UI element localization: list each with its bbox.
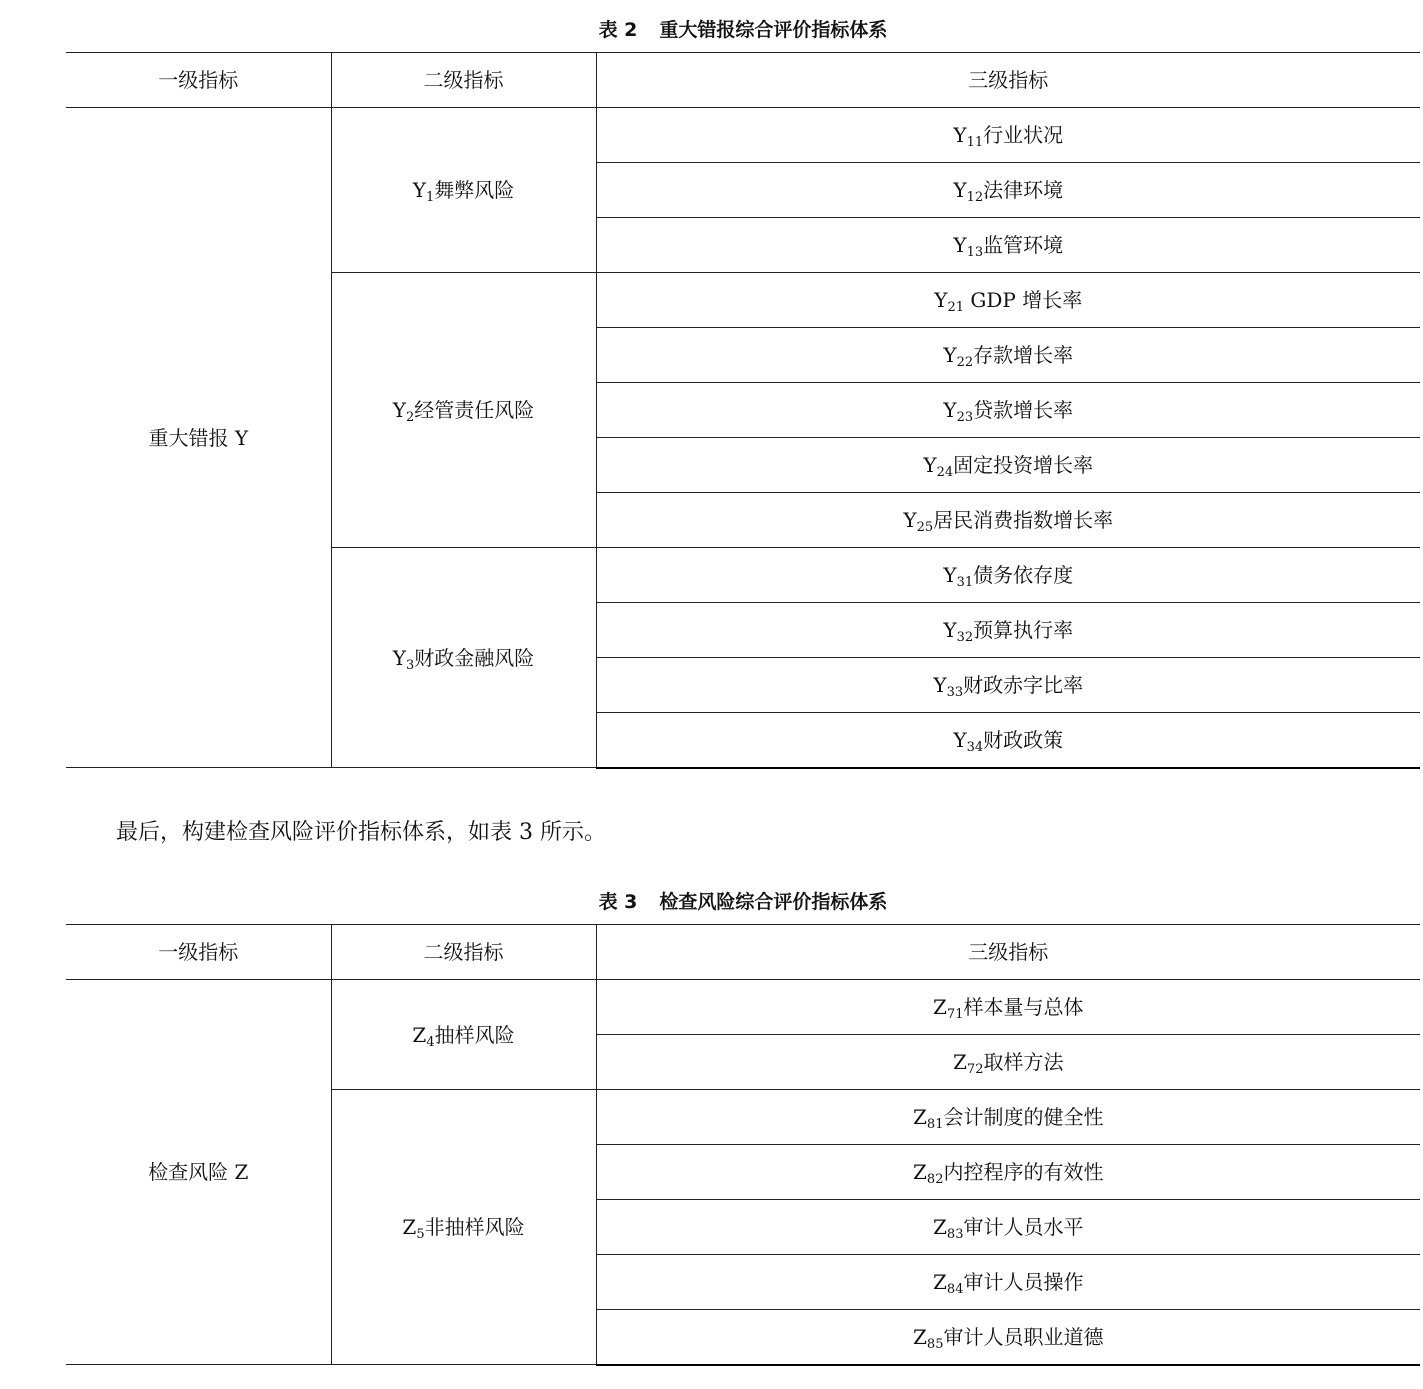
indicator-code: Z — [953, 1050, 967, 1074]
level2-indicator — [331, 273, 596, 548]
indicator-name: 取样方法 — [983, 1050, 1064, 1074]
level3-indicator — [596, 1200, 1420, 1255]
indicator-name: 存款增长率 — [973, 343, 1074, 367]
indicator-code: Y — [953, 178, 967, 202]
indicator-name: 财政赤字比率 — [963, 673, 1084, 697]
indicator-code: Z — [933, 1215, 947, 1239]
indicator-name: 审计人员操作 — [963, 1270, 1084, 1294]
indicator-name: 监管环境 — [983, 233, 1064, 257]
indicator-subscript: 72 — [966, 1062, 984, 1077]
header-row — [66, 925, 1420, 980]
table2-caption-number: 表 2 — [598, 19, 638, 41]
indicator-code: Y — [934, 288, 948, 312]
column-header: 三级指标 — [596, 53, 1420, 108]
column-header: 二级指标 — [331, 53, 596, 108]
indicator-subscript: 22 — [956, 355, 974, 370]
indicator-name: 审计人员水平 — [963, 1215, 1084, 1239]
indicator-code: Y — [943, 563, 957, 587]
indicator-subscript: 12 — [966, 190, 984, 205]
indicator-name: 样本量与总体 — [963, 995, 1084, 1019]
level3-indicator — [596, 1035, 1420, 1090]
level3-indicator — [596, 383, 1420, 438]
level2-indicator — [331, 980, 596, 1090]
indicator-subscript: 71 — [946, 1007, 964, 1022]
table2 — [66, 52, 1420, 769]
level3-indicator — [596, 493, 1420, 548]
column-header: 一级指标 — [66, 53, 331, 108]
indicator-code: Y — [943, 398, 957, 422]
level3-indicator — [596, 658, 1420, 713]
indicator-subscript: 2 — [405, 410, 415, 425]
indicator-subscript: 4 — [426, 1034, 435, 1050]
indicator-code: Z — [913, 1160, 927, 1184]
level2-indicator — [331, 108, 596, 273]
indicator-subscript: 34 — [966, 739, 984, 755]
level3-indicator — [596, 603, 1420, 658]
table-row — [66, 980, 1420, 1035]
level3-indicator — [596, 1255, 1420, 1310]
indicator-subscript: 33 — [946, 685, 964, 700]
indicator-code: Z — [913, 1105, 927, 1129]
indicator-code: Y — [943, 343, 957, 367]
indicator-code: Y — [953, 727, 967, 752]
level3-indicator — [596, 108, 1420, 163]
indicator-code: Z — [913, 1324, 927, 1349]
indicator-name: 债务依存度 — [973, 563, 1074, 587]
indicator-code: Y — [953, 123, 967, 147]
table3-caption-number: 表 3 — [598, 891, 638, 913]
indicator-code: Y — [953, 233, 967, 257]
indicator-code: Z — [933, 1270, 947, 1294]
indicator-name: GDP 增长率 — [964, 288, 1083, 312]
level3-indicator — [596, 328, 1420, 383]
indicator-code: Z — [412, 1022, 427, 1047]
level3-indicator — [596, 1090, 1420, 1145]
table3-caption — [66, 890, 1420, 914]
indicator-name: 经管责任风险 — [414, 398, 535, 422]
indicator-name: 审计人员职业道德 — [943, 1324, 1104, 1349]
indicator-code: Y — [923, 453, 937, 477]
level3-indicator — [596, 1145, 1420, 1200]
level2-indicator — [331, 1090, 596, 1365]
indicator-name: 居民消费指数增长率 — [933, 508, 1114, 532]
indicator-subscript: 83 — [946, 1227, 964, 1242]
indicator-name: 抽样风险 — [434, 1022, 515, 1047]
level1-indicator: 检查风险 Z — [66, 980, 331, 1365]
indicator-name: 固定投资增长率 — [953, 453, 1094, 477]
header-row — [66, 53, 1420, 108]
column-header: 二级指标 — [331, 925, 596, 980]
indicator-name: 非抽样风险 — [424, 1215, 525, 1239]
level3-indicator — [596, 273, 1420, 328]
indicator-name: 预算执行率 — [973, 618, 1074, 642]
indicator-code: Y — [943, 618, 957, 642]
indicator-subscript: 25 — [916, 520, 934, 535]
table3 — [66, 924, 1420, 1366]
indicator-subscript: 3 — [405, 657, 415, 673]
table2-caption — [66, 18, 1420, 42]
indicator-subscript: 5 — [416, 1227, 425, 1242]
level1-indicator: 重大错报 Y — [66, 108, 331, 768]
column-header: 一级指标 — [66, 925, 331, 980]
indicator-subscript: 13 — [966, 245, 984, 260]
table-row — [66, 108, 1420, 163]
indicator-name: 贷款增长率 — [973, 398, 1074, 422]
indicator-name: 行业状况 — [983, 123, 1064, 147]
indicator-name: 舞弊风险 — [434, 178, 515, 202]
indicator-code: Y — [412, 178, 426, 202]
table3-caption-title: 检查风险综合评价指标体系 — [659, 891, 888, 913]
indicator-subscript: 81 — [926, 1117, 944, 1132]
level3-indicator — [596, 163, 1420, 218]
column-header: 三级指标 — [596, 925, 1420, 980]
level3-indicator — [596, 1310, 1420, 1365]
indicator-name: 财政金融风险 — [414, 645, 535, 670]
level2-indicator — [331, 548, 596, 768]
indicator-subscript: 85 — [926, 1336, 944, 1352]
indicator-code: Z — [402, 1215, 417, 1239]
indicator-subscript: 24 — [936, 465, 954, 480]
level3-indicator — [596, 980, 1420, 1035]
level3-indicator — [596, 548, 1420, 603]
level3-indicator — [596, 218, 1420, 273]
indicator-code: Y — [392, 398, 406, 422]
indicator-subscript: 21 — [947, 300, 965, 315]
body-paragraph: 最后，构建检查风险评价指标体系，如表 3 所示。 — [116, 820, 606, 845]
indicator-code: Y — [392, 645, 406, 670]
indicator-code: Y — [903, 508, 917, 532]
indicator-subscript: 82 — [926, 1172, 944, 1187]
indicator-subscript: 23 — [956, 410, 974, 425]
indicator-subscript: 84 — [946, 1282, 964, 1297]
indicator-code: Z — [933, 995, 947, 1019]
indicator-name: 内控程序的有效性 — [943, 1160, 1104, 1184]
indicator-name: 财政政策 — [983, 727, 1064, 752]
table2-caption-title: 重大错报综合评价指标体系 — [659, 19, 888, 41]
indicator-subscript: 11 — [966, 135, 984, 150]
indicator-name: 法律环境 — [983, 178, 1064, 202]
indicator-name: 会计制度的健全性 — [943, 1105, 1104, 1129]
indicator-code: Y — [933, 673, 947, 697]
indicator-subscript: 31 — [956, 575, 974, 590]
level3-indicator — [596, 713, 1420, 768]
indicator-subscript: 32 — [956, 630, 974, 645]
indicator-subscript: 1 — [425, 190, 435, 205]
level3-indicator — [596, 438, 1420, 493]
